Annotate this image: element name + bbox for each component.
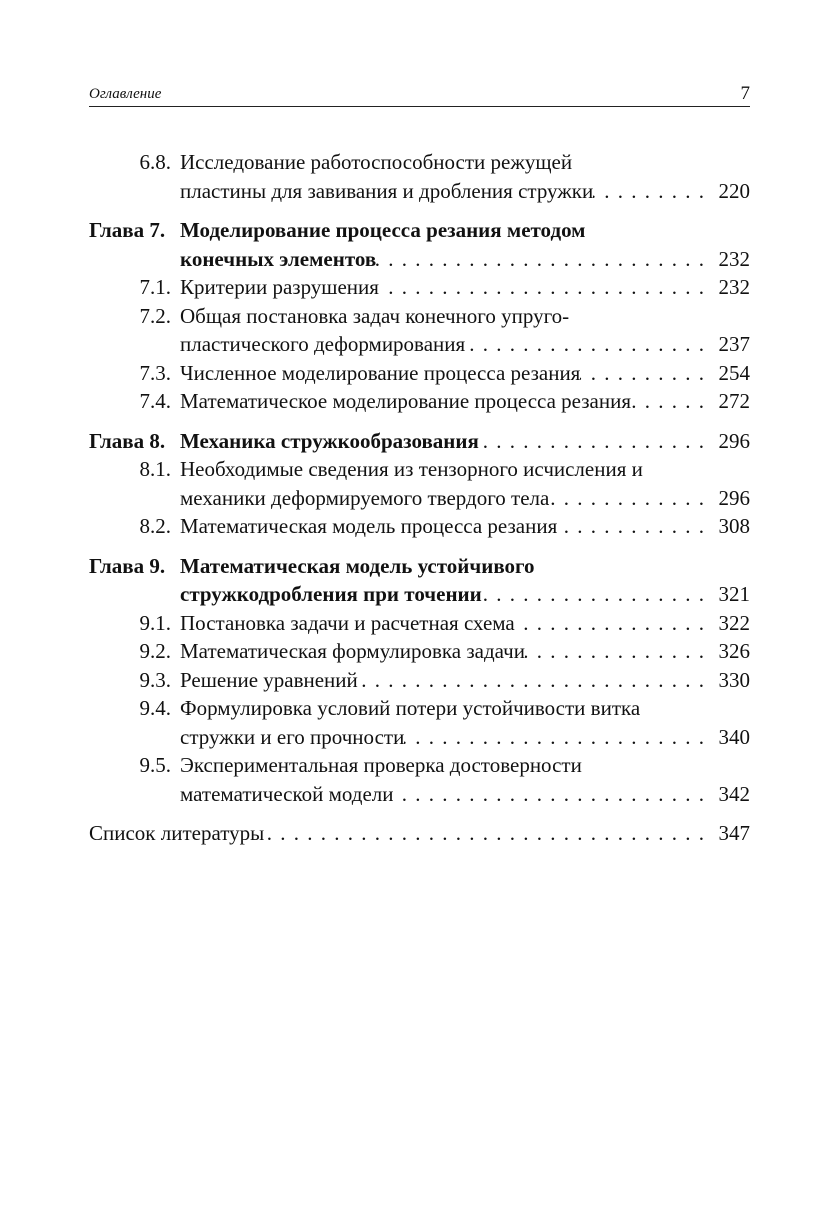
toc-entry-title: Математическая модель процесса резания (180, 514, 558, 538)
toc-chapter-entry[interactable] (89, 552, 750, 609)
dot-leader (394, 780, 708, 809)
dot-leader (482, 580, 708, 609)
table-of-contents (89, 148, 750, 848)
toc-entry-number: 7.2. (139, 303, 171, 328)
toc-page-number: 254 (718, 360, 750, 385)
toc-entry-title: пластины для завивания и дробления стружки (180, 178, 594, 203)
toc-entry-number: Глава 9. (89, 553, 166, 578)
running-head-title: Оглавление (89, 86, 162, 102)
running-head (89, 84, 750, 107)
toc-page-number: 220 (718, 178, 750, 203)
toc-entry-number: 9.1. (139, 610, 171, 635)
toc-entry-title: Экспериментальная проверка достоверности (180, 753, 582, 777)
toc-page-number: 342 (718, 781, 750, 806)
toc-entry-title: математической модели (180, 781, 394, 806)
dot-leader (549, 484, 708, 513)
dot-leader (631, 387, 708, 416)
toc-entry-title: Исследование работоспособности режущей (180, 150, 573, 174)
dot-leader (264, 819, 708, 848)
toc-entry-number: 9.5. (139, 753, 171, 777)
dot-leader (515, 609, 708, 638)
toc-section-entry[interactable] (89, 637, 750, 666)
dot-leader (593, 177, 708, 206)
toc-section-entry[interactable] (89, 387, 750, 416)
toc-page-number: 296 (718, 485, 750, 510)
toc-page-number: 296 (718, 428, 750, 453)
toc-entry-number: 7.4. (139, 389, 171, 413)
toc-bibliography-entry[interactable] (89, 819, 750, 848)
toc-chapter-entry[interactable] (89, 427, 750, 456)
toc-group-gap (89, 808, 750, 819)
toc-section-entry[interactable] (89, 273, 750, 302)
toc-group-gap (89, 416, 750, 427)
toc-entry-number: Глава 8. (89, 428, 166, 453)
toc-entry-title: механики деформируемого твердого тела (180, 485, 550, 510)
toc-section-entry[interactable] (89, 148, 750, 205)
dot-leader (479, 427, 708, 456)
toc-entry-title: Математическая формулировка задачи (180, 639, 525, 663)
toc-entry-number: 9.2. (139, 639, 171, 663)
toc-section-entry[interactable] (89, 359, 750, 388)
toc-group-gap (89, 205, 750, 216)
toc-page-number: 237 (718, 332, 750, 356)
toc-section-entry[interactable] (89, 666, 750, 695)
toc-entry-number: 7.1. (139, 275, 171, 299)
toc-chapter-entry[interactable] (89, 216, 750, 273)
toc-entry-title: стружки и его прочности (180, 724, 405, 749)
toc-entry-title: Моделирование процесса резания методом (180, 218, 586, 242)
toc-section-entry[interactable] (89, 751, 750, 808)
toc-page-number: 308 (718, 514, 750, 538)
toc-group-gap (89, 541, 750, 552)
toc-entry-title: Механика стружкообразования (180, 428, 479, 453)
toc-section-entry[interactable] (89, 694, 750, 751)
toc-entry-title: конечных элементов (180, 246, 377, 271)
dot-leader (379, 273, 708, 302)
toc-entry-number: 9.4. (139, 696, 171, 720)
toc-page-number: 272 (718, 389, 750, 413)
toc-page-number: 347 (718, 821, 750, 845)
toc-entry-title: Математическая модель устойчивого (180, 553, 535, 578)
toc-section-entry[interactable] (89, 609, 750, 638)
toc-entry-title: Постановка задачи и расчетная схема (180, 610, 515, 635)
toc-entry-number: 8.1. (139, 457, 171, 481)
toc-page-number: 340 (718, 724, 750, 749)
toc-entry-title: Формулировка условий потери устойчивости витка (180, 696, 641, 720)
toc-entry-title: Математическое моделирование процесса резания (180, 389, 632, 413)
toc-entry-title: Критерии разрушения (180, 275, 379, 299)
toc-entry-title: стружкодробления при точении (180, 582, 482, 606)
toc-entry-title: Общая постановка задач конечного упруго- (180, 303, 570, 328)
toc-section-entry[interactable] (89, 302, 750, 359)
toc-page-number: 326 (718, 639, 750, 663)
toc-page-number: 321 (718, 582, 750, 606)
page-number: 7 (740, 83, 750, 104)
toc-entry-title: Численное моделирование процесса резания (180, 360, 581, 385)
toc-entry-number: 7.3. (139, 360, 171, 385)
toc-page-number: 232 (718, 246, 750, 271)
toc-entry-number: 9.3. (139, 667, 171, 692)
toc-entry-title: Решение уравнений (180, 667, 358, 692)
dot-leader (358, 666, 708, 695)
toc-entry-title: пластического деформирования (180, 332, 466, 356)
toc-page-number: 322 (718, 610, 750, 635)
toc-section-entry[interactable] (89, 455, 750, 512)
toc-entry-number: Глава 7. (89, 218, 166, 242)
dot-leader (557, 512, 708, 541)
toc-section-entry[interactable] (89, 512, 750, 541)
dot-leader (465, 330, 708, 359)
toc-page-number: 330 (718, 667, 750, 692)
toc-page-number: 232 (718, 275, 750, 299)
toc-entry-title: Список литературы (89, 821, 265, 845)
dot-leader (376, 245, 708, 274)
toc-entry-title: Необходимые сведения из тензорного исчисления и (180, 457, 643, 481)
dot-leader (580, 359, 708, 388)
dot-leader (404, 723, 708, 752)
toc-entry-number: 6.8. (139, 150, 171, 174)
dot-leader (525, 637, 708, 666)
toc-entry-number: 8.2. (139, 514, 171, 538)
